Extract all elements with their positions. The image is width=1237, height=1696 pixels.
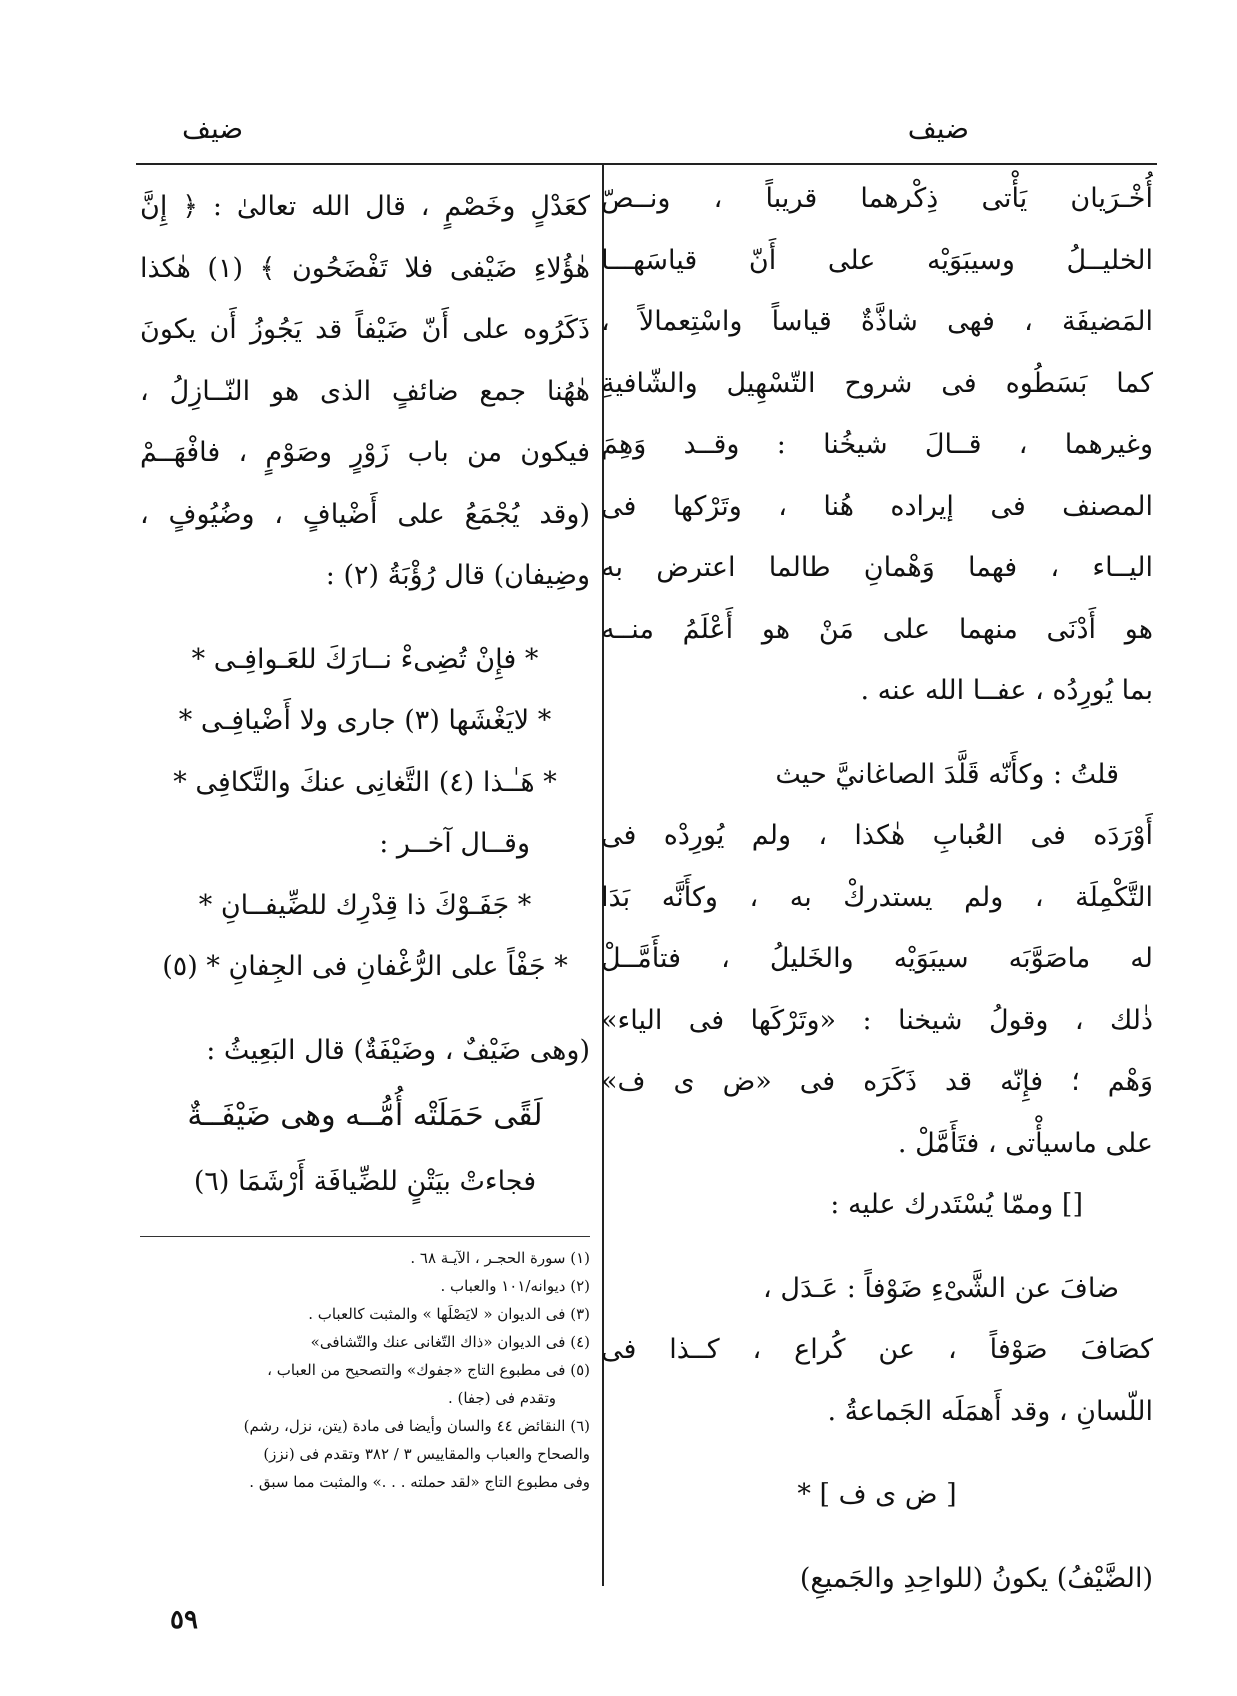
text-line: كعَدْلٍ وخَصْمٍ ، قال الله تعالىٰ : ﴿ إِنَّ [140, 191, 590, 222]
right-column [601, 168, 1153, 1609]
text-line: ضافَ عن الشَّىْءِ ضَوْفاً : عَـدَل ، [763, 1272, 1119, 1304]
text-line: (وقد يُجْمَعُ على أَضْيافٍ ، وضُيُوفٍ ، [140, 498, 590, 530]
text-line: بما يُورِدُه ، عفــا الله عنه . [860, 675, 1153, 706]
verse-line: * لايَغْشَها (٣) جارى ولا أَضْيافِـى * [178, 705, 552, 736]
text-line: اللّسانِ ، وقد أَهمَلَه الجَماعةُ . [827, 1395, 1153, 1427]
text-line: المَضيفَة ، فهى شاذَّةٌ قياساً واسْتِعمالاً ، [601, 306, 1153, 337]
footnote-continuation: وتقدم فى (جفا) . [447, 1389, 556, 1407]
running-head-left: ضيف [182, 112, 244, 145]
footnote: (٢) ديوانه/١٠١ والعباب . [440, 1277, 590, 1295]
footnote-continuation: والصحاح والعباب والمقاييس ٣ / ٣٨٢ وتقدم فى (نزز) [263, 1445, 590, 1463]
verse-line: لَقًى حَمَلَتْه أُمُّــه وهى ضَيْفَــةٌ [187, 1098, 543, 1133]
text-line: اليــاء ، فهما وَهْمانِ طالما اعترض به [601, 552, 1153, 583]
footnote: (٤) فى الديوان «ذاك التّغانى عنك والتّشافى» [310, 1333, 590, 1351]
text-line: هٰؤُلاءِ ضَيْفى فلا تَفْضَحُون ﴾ (١) هٰكذا [140, 252, 590, 284]
text-line: وضِيفان) قال رُؤْبَةُ (٢) : [325, 560, 590, 591]
entry-root-heading: [ ض ى ف ] * [797, 1479, 957, 1510]
footnote-rule [140, 1236, 590, 1237]
footnote: (٣) فى الديوان « لايَصْلَها » والمثبت كالعباب . [308, 1305, 590, 1323]
verse-line: * جَفْاً على الرُّغْفانِ فى الجِفانِ * (٥) [162, 951, 568, 982]
text-line: فيكون من باب زَوْرٍ وصَوْمٍ ، فافْهَــمْ [140, 437, 590, 468]
verse-line: * فإِنْ تُضِىءْ نــارَكَ للعَـوافِـى * [191, 643, 539, 675]
footnote: (٦) النقائض ٤٤ والسان وأيضا فى مادة (يتن، نزل، رشم) [243, 1417, 590, 1435]
verse-line: فجاءتْ بيَتْنٍ للضِّيافَة أَرْشَمَا (٦) [193, 1166, 537, 1197]
footnotes [140, 1244, 590, 1496]
text-line: قلتُ : وكأَنّه قَلَّدَ الصاغانيَّ حيث [775, 758, 1119, 790]
text-line: له ماصَوَّبَه سيبَوَيْه والخَليلُ ، فتأَمَّــلْ [601, 943, 1153, 974]
text-line: ذٰلك ، وقولُ شيخنا : «وتَرْكَها فى الياء» [601, 1004, 1153, 1036]
verse-line: * هَـٰـذا (٤) التَّغانِى عنكَ والتَّكافِى * [173, 766, 557, 798]
text-line: ذَكَرُوه على أَنّ ضَيْفاً قد يَجُوزُ أَن يكونَ [140, 314, 590, 345]
running-head-right: ضيف [907, 112, 969, 145]
mustadrak-heading: [] وممّا يُسْتَدرك عليه : [830, 1189, 1083, 1220]
left-column [140, 176, 590, 1213]
text-line: على ماسيأْتى ، فتَأَمَّلْ . [897, 1127, 1153, 1159]
text-line: هو أَدْنَى منهما على مَنْ هو أَعْلَمُ منــه [601, 613, 1153, 645]
text-line: المصنف فى إيراده هُنا ، وتَرْكها فى [601, 490, 1153, 522]
header-rule-right [587, 163, 1157, 165]
footnote: (٥) فى مطبوع التاج «جفوك» والتصحيح من العباب ، [267, 1361, 590, 1379]
text-line: أَوْرَدَه فى العُبابِ هٰكذا ، ولم يُورِدْه فى [601, 820, 1153, 851]
header-rule-left [136, 163, 614, 165]
text-line: أُخْـرَيان يَأْتى ذِكْرهما قريباً ، ونــصّ [601, 183, 1153, 214]
entry-headword-line: (الضَّيْفُ) يكونُ (للواحِدِ والجَميعِ) [799, 1562, 1153, 1594]
footnote: (١) سورة الحجـر ، الآيـة ٦٨ . [410, 1249, 590, 1267]
text-line: التَّكْمِلَة ، ولم يستدركْ به ، وكأَنَّه بَدَا [601, 881, 1153, 913]
footnote-continuation: وفى مطبوع التاج «لقد حملته . . .» والمثبت مما سبق . [249, 1473, 590, 1491]
text-line: (وهى ضَيْفٌ ، وضَيْفَةٌ) قال البَعِيثُ : [206, 1034, 590, 1066]
text-line: الخليــلُ وسيبَوَيْه على أَنّ قياسَهـــا [601, 244, 1153, 276]
page-number: ٥٩ [170, 1605, 198, 1635]
text-line: هٰهُنا جمع ضائفٍ الذى هو النّــازِلُ ، [140, 375, 590, 407]
text-line: كما بَسَطُوه فى شروح التّسْهِيل والشّافيةِ [601, 367, 1153, 399]
text-line: وغيرهما ، قــالَ شيخُنا : وقــد وَهِمَ [601, 429, 1153, 460]
text-line: كصَافَ صَوْفاً ، عن كُراع ، كــذا فى [601, 1334, 1153, 1365]
text-line: وقــال آخــر : [379, 828, 530, 859]
verse-line: * جَفَـوْكَ ذا قِدْرِك للضِّيفــانِ * [198, 889, 532, 921]
text-line: وَهْم ؛ فإِنّه قد ذَكَرَه فى «ض ى ف» [601, 1066, 1153, 1097]
